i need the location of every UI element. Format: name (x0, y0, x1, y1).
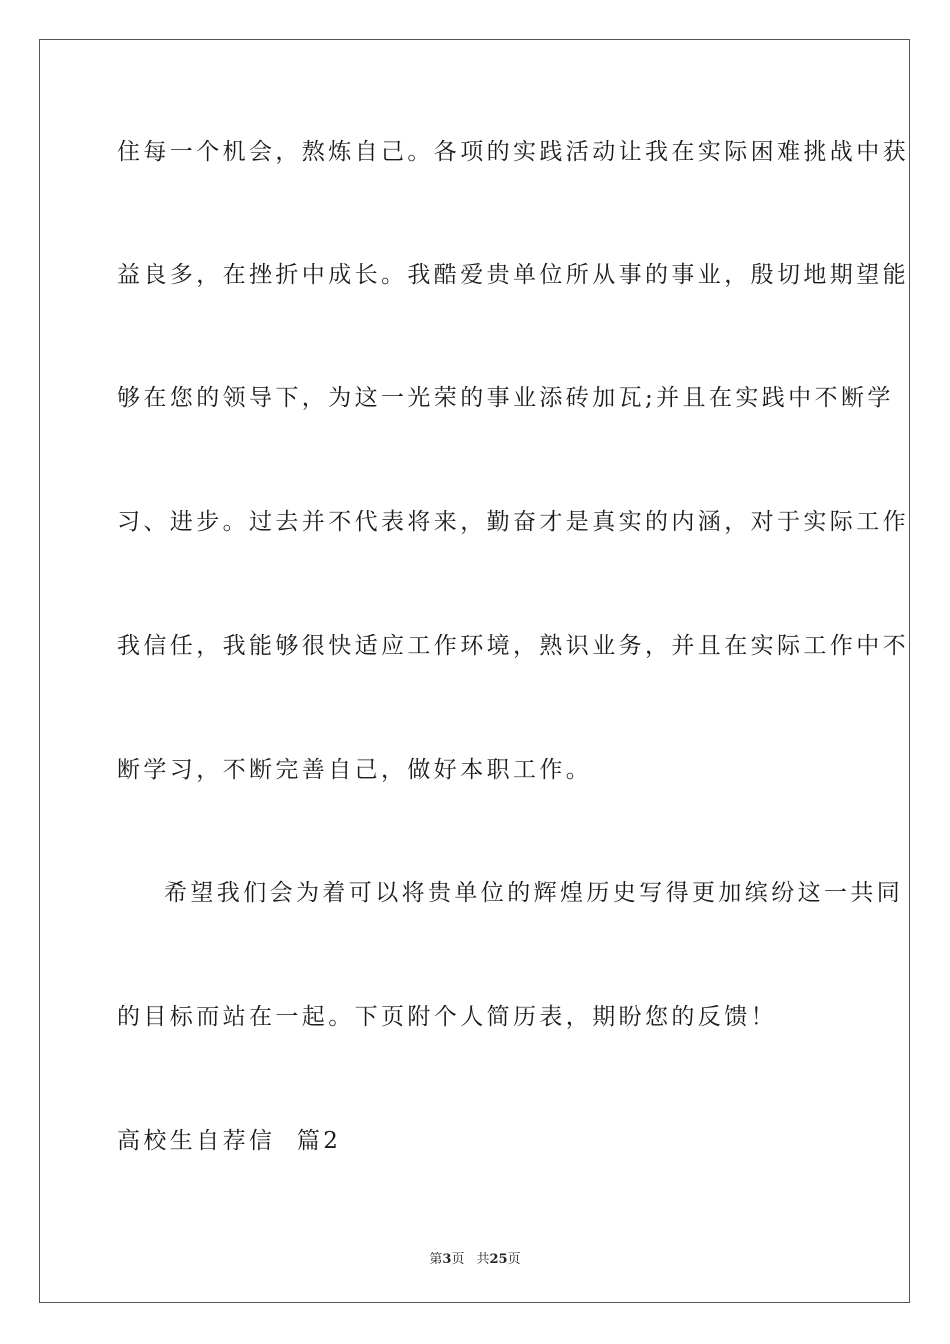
page-footer (0, 1248, 950, 1267)
footer-page-suffix: 页 (451, 1252, 465, 1267)
body-line-6: 断学习，不断完善自己，做好本职工作。 (117, 757, 593, 783)
footer-total-prefix: 共 (476, 1252, 490, 1267)
paragraph2-line-1: 希望我们会为着可以将贵单位的辉煌历史写得更加缤纷这一共同 (164, 880, 904, 906)
body-line-2: 益良多，在挫折中成长。我酷爱贵单位所从事的事业，殷切地期望能 (117, 262, 909, 288)
footer-total-suffix: 页 (507, 1252, 521, 1267)
footer-page-prefix: 第 (429, 1252, 443, 1267)
body-line-5: 我信任，我能够很快适应工作环境，熟识业务，并且在实际工作中不 (117, 633, 909, 659)
body-line-1: 住每一个机会，熬炼自己。各项的实践活动让我在实际困难挑战中获 (117, 139, 909, 165)
body-line-4: 习、进步。过去并不代表将来，勤奋才是真实的内涵，对于实际工作 (117, 509, 909, 535)
body-line-3: 够在您的领导下，为这一光荣的事业添砖加瓦;并且在实践中不断学 (117, 385, 894, 411)
section-heading: 高校生自荐信 篇2 (117, 1128, 342, 1154)
footer-page-number: 3 (442, 1252, 452, 1267)
page-border (39, 39, 910, 1303)
paragraph2-line-2: 的目标而站在一起。下页附个人简历表，期盼您的反馈！ (117, 1004, 777, 1030)
footer-total-pages: 25 (489, 1252, 508, 1267)
